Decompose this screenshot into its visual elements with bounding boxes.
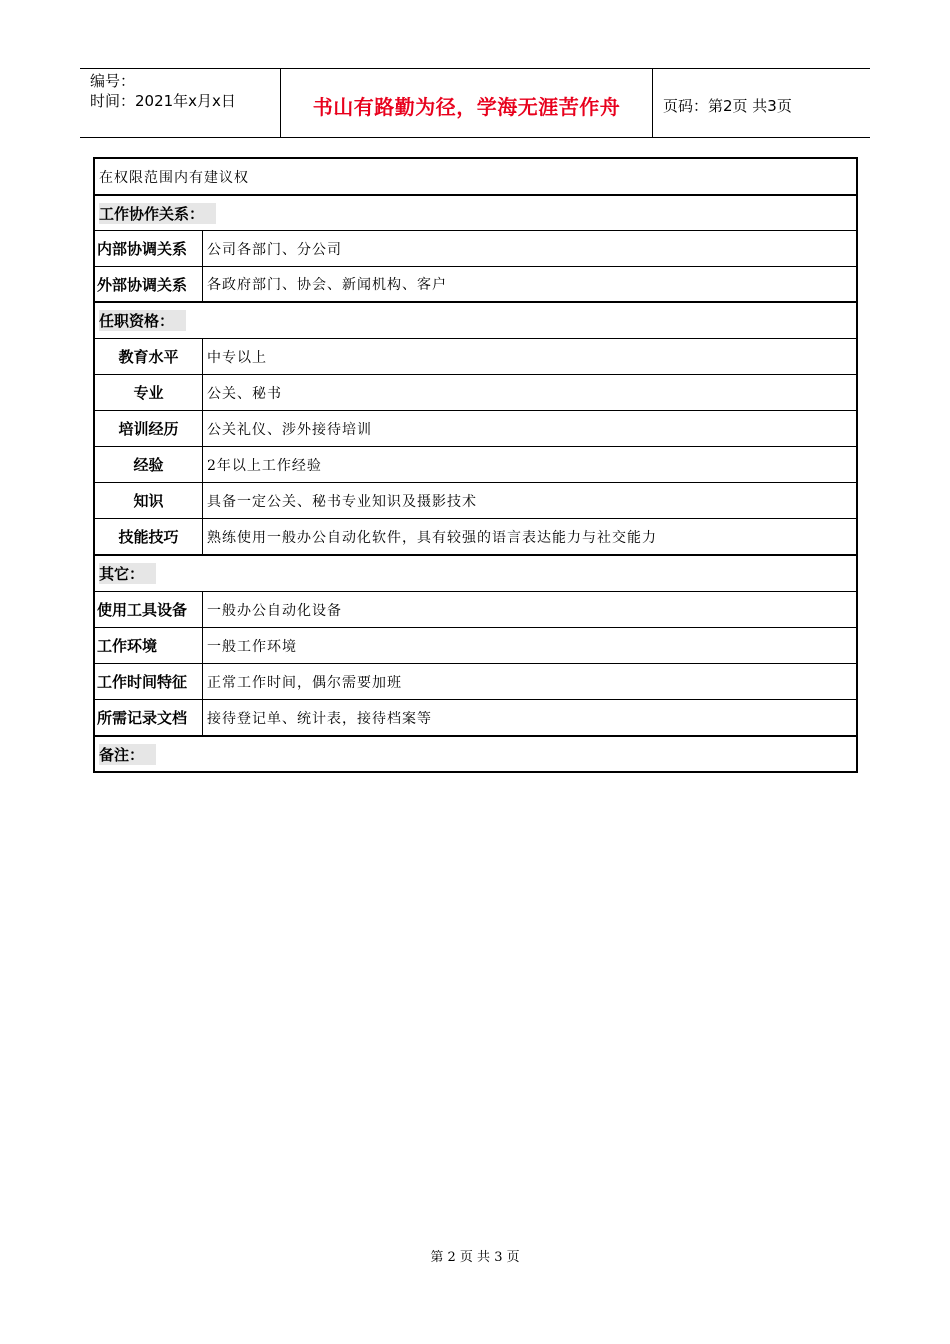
row-value: 中专以上 [207,349,267,366]
section-row-cooperation [95,196,856,231]
table-row [95,411,856,447]
row-value: 公司各部门、分公司 [207,241,342,258]
row-value: 具备一定公关、秘书专业知识及摄影技术 [207,493,477,510]
row-label: 培训经历 [95,411,203,446]
row-label: 工作环境 [95,628,203,663]
row-label: 外部协调关系 [95,267,203,301]
row-label: 使用工具设备 [95,592,203,627]
section-title-cooperation: 工作协作关系： [99,203,216,224]
header-meta [80,69,281,137]
table-row [95,375,856,411]
table-row [95,267,856,303]
table-row [95,628,856,664]
row-value: 各政府部门、协会、新闻机构、客户 [207,277,447,293]
number-label: 编号： [90,72,136,90]
section-row-remark [95,737,856,771]
row-label: 经验 [95,447,203,482]
section-row-qualification [95,303,856,339]
row-label: 所需记录文档 [95,700,203,735]
header-slogan: 书山有路勤为径，学海无涯苦作舟 [281,69,653,137]
row-label: 工作时间特征 [95,664,203,699]
time-label: 时间：2021年x月x日 [90,92,236,110]
row-label: 技能技巧 [95,519,203,554]
table-row [95,159,856,196]
page-footer: 第 2 页 共 3 页 [430,1250,520,1265]
header-page-info: 页码：第2页 共3页 [663,96,792,115]
row-label: 教育水平 [95,339,203,374]
table-row [95,664,856,700]
row-value: 公关、秘书 [207,385,282,402]
table-row [95,592,856,628]
authority-text: 在权限范围内有建议权 [99,169,249,186]
table-row [95,231,856,267]
table-row [95,519,856,556]
section-title-other: 其它： [99,563,156,584]
table-row [95,339,856,375]
section-title-remark: 备注： [99,744,156,765]
section-row-other [95,556,856,592]
row-value: 熟练使用一般办公自动化软件，具有较强的语言表达能力与社交能力 [207,529,657,546]
row-value: 正常工作时间，偶尔需要加班 [207,674,402,691]
row-value: 一般办公自动化设备 [207,602,342,619]
table-row [95,447,856,483]
row-label: 知识 [95,483,203,518]
row-value: 接待登记单、统计表，接待档案等 [207,710,432,727]
table-row [95,700,856,737]
row-value: 2年以上工作经验 [207,457,322,474]
row-label: 内部协调关系 [95,231,203,266]
job-description-table [93,157,858,773]
row-value: 公关礼仪、涉外接待培训 [207,421,372,438]
document-header [80,68,870,138]
section-title-qualification: 任职资格： [99,310,186,331]
table-row [95,483,856,519]
row-label: 专业 [95,375,203,410]
row-value: 一般工作环境 [207,638,297,655]
